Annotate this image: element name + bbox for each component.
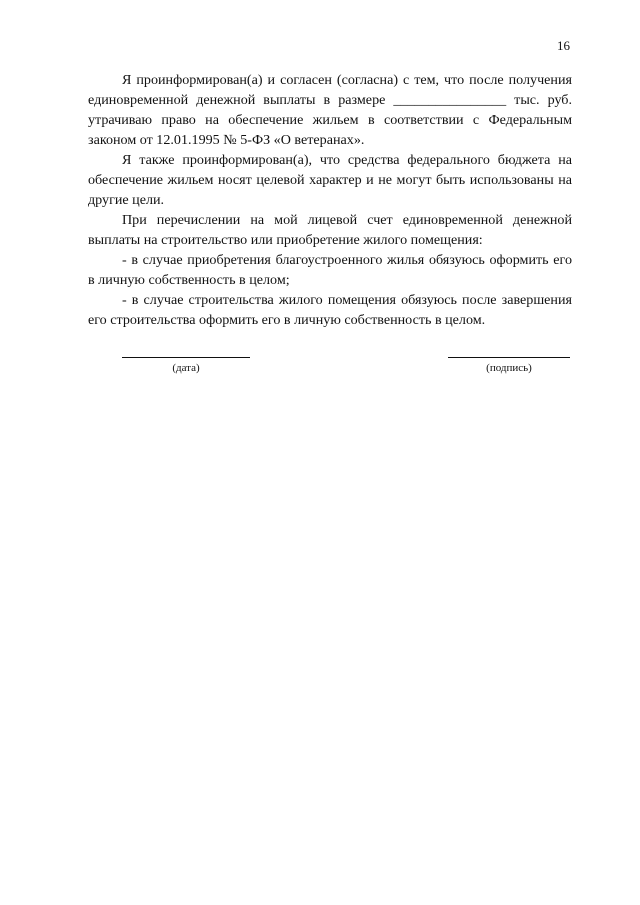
signature-caption: (подпись) <box>486 362 532 374</box>
page-number: 16 <box>557 38 570 53</box>
signature-block <box>448 357 570 375</box>
paragraph-transfer-intro: При перечислении на мой лицевой счет единовременной денежной выплаты на строительство или приобретение жилого помещения: <box>88 212 572 248</box>
paragraph-construction-obligation: - в случае строительства жилого помещения обязуюсь после завершения его строительства оформить его в личную собственность в целом. <box>88 292 572 328</box>
paragraph-purchase-obligation: - в случае приобретения благоустроенного жилья обязуюсь оформить его в личную собственность в целом; <box>88 252 572 288</box>
document-body <box>88 70 572 330</box>
date-caption: (дата) <box>172 362 200 374</box>
date-signature-block <box>122 357 250 375</box>
signature-line <box>448 357 570 358</box>
paragraph-target-funds: Я также проинформирован(а), что средства федерального бюджета на обеспечение жильем носят целевой характер и не могут быть использованы на другие цели. <box>88 152 572 208</box>
date-line <box>122 357 250 358</box>
paragraph-informed-agreement: Я проинформирован(а) и согласен (согласна) с тем, что после получения единовременной денежной выплаты в размере ________________ тыс. руб. утрачиваю право на обеспечение жильем в соответствии с Федеральным законом от 12.01.1995 № 5-ФЗ «О ветеранах». <box>88 72 572 148</box>
